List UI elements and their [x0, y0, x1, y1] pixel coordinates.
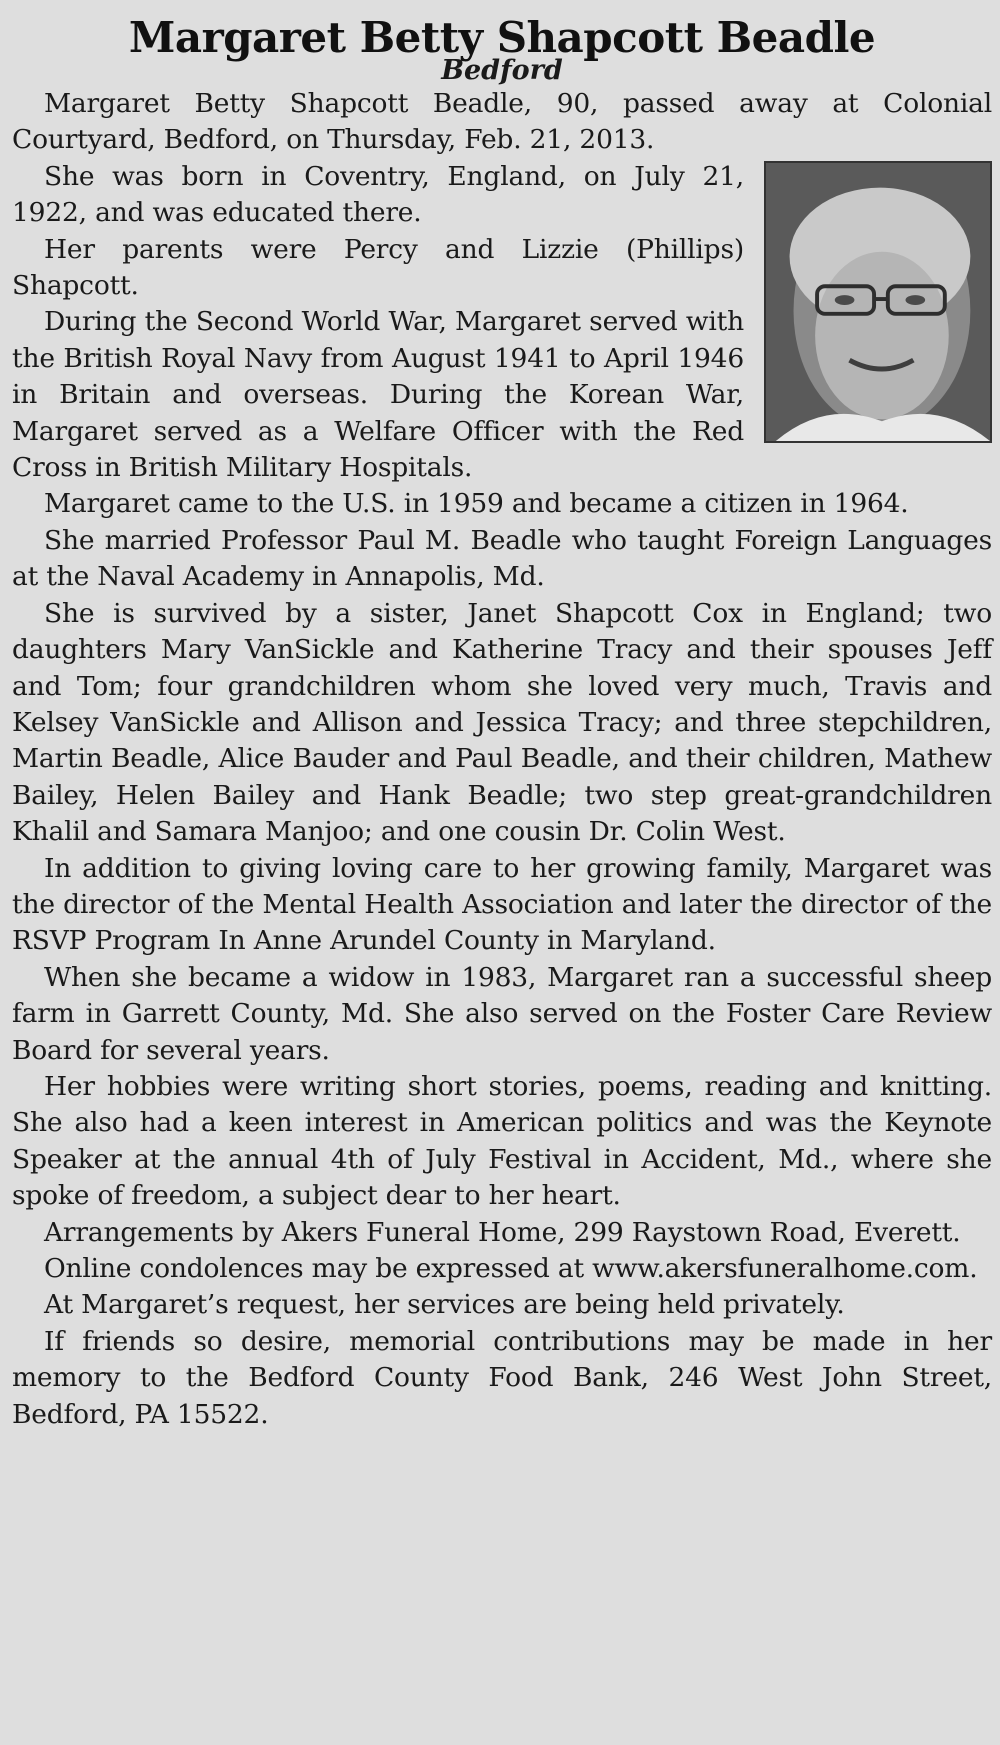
paragraph-military-service: During the Second World War, Margaret served with the British Royal Navy from August 1941 to April 1946 in Britain and overseas. During the Korean War, Margaret served as a Welfare Officer with the Red Cross in British Military Hospitals. [12, 306, 744, 484]
paragraph-birth: She was born in Coventry, England, on July 21, 1922, and was educated there. [12, 160, 744, 229]
paragraph-marriage: She married Professor Paul M. Beadle who taught Foreign Languages at the Naval Academy in Annapolis, Md. [12, 524, 992, 593]
paragraph-services: At Margaret’s request, her services are being held privately. [44, 1289, 845, 1321]
paragraph-career: In addition to giving loving care to her growing family, Margaret was the director of the Mental Health Association and later the director of the RSVP Program In Anne Arundel County in Maryland. [12, 852, 992, 957]
paragraph-arrangements: Arrangements by Akers Funeral Home, 299 Raystown Road, Everett. [44, 1216, 961, 1248]
paragraph-immigration: Margaret came to the U.S. in 1959 and became a citizen in 1964. [44, 488, 909, 520]
paragraph-survivors: She is survived by a sister, Janet Shapcott Cox in England; two daughters Mary VanSickle and Katherine Tracy and their spouses Jeff and Tom; four grandchildren whom she loved very much, Travis and Kelsey VanSickle and Allison and Jessica Tracy; and three stepchildren, Martin Beadle, Alice Bauder and Paul Beadle, and their children, Mathew Bailey, Helen Bailey and Hank Beadle; two step great-grandchildren Khalil and Samara Manjoo; and one cousin Dr. Colin West. [12, 597, 992, 848]
paragraph-widow-farm: When she became a widow in 1983, Margaret ran a successful sheep farm in Garrett County, Md. She also served on the Foster Care Review Board for several years. [12, 961, 992, 1066]
paragraph-hobbies: Her hobbies were writing short stories, poems, reading and knitting. She also had a keen interest in American politics and was the Keynote Speaker at the annual 4th of July Festival in Accident, Md., where she spoke of freedom, a subject dear to her heart. [12, 1070, 992, 1212]
dateline: Bedford [441, 55, 563, 86]
paragraph-parents: Her parents were Percy and Lizzie (Phillips) Shapcott. [12, 233, 744, 302]
paragraph-death: Margaret Betty Shapcott Beadle, 90, passed away at Colonial Courtyard, Bedford, on Thursday, Feb. 21, 2013. [12, 88, 992, 156]
paragraph-memorial-contributions: If friends so desire, memorial contributions may be made in her memory to the Bedford County Food Bank, 246 West John Street, Bedford, PA 15522. [12, 1325, 992, 1430]
obituary-title: Margaret Betty Shapcott Beadle [128, 13, 876, 62]
obituary-body [12, 86, 992, 1433]
paragraph-condolences: Online condolences may be expressed at www.akersfuneralhome.com. [44, 1253, 978, 1284]
portrait-photo [764, 161, 992, 443]
